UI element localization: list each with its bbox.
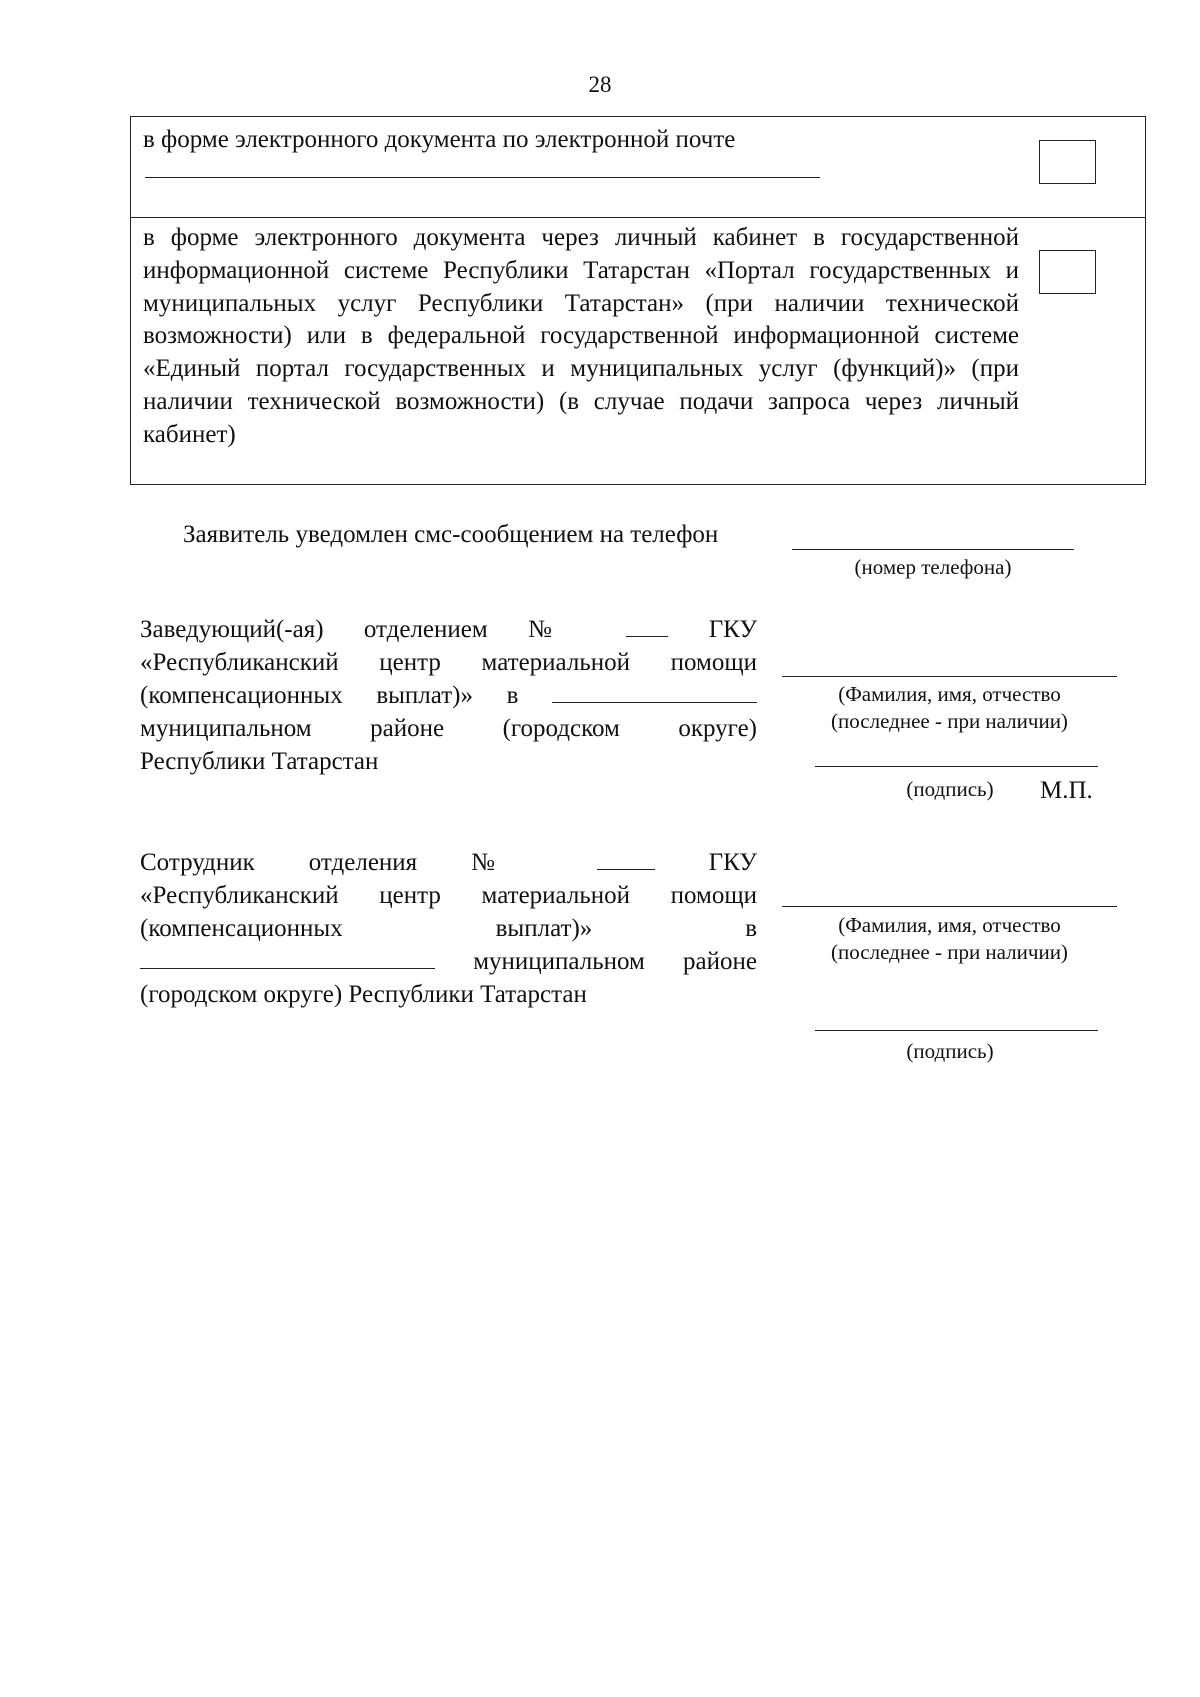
head-line-4: муниципальном районе (городском округе): [140, 715, 757, 742]
option-email-row: [130, 116, 1146, 218]
head-line-3: (компенсационных выплат)» в: [140, 679, 757, 712]
employee-line-3: (компенсационных выплат)» в: [140, 915, 757, 942]
employee-municipality-field[interactable]: [140, 968, 435, 969]
option-portal-checkbox[interactable]: [1039, 250, 1096, 294]
option-portal-label: в форме электронного документа через личный кабинет в государственной информационной системе Республики Татарстан «Портал государственных и муниципальных услуг Республики Татарстан» (при наличии технической возможности) или в федеральной государственной информационной системе «Единый портал государственных и муниципальных услуг (функций)» (при наличии технической возможности) (в случае подачи запроса через личный кабинет): [143, 224, 1019, 448]
employee-line-2: «Республиканский центр материальной помощи: [140, 882, 758, 909]
head-name-fill-line[interactable]: [782, 676, 1117, 677]
employee-line-5: (городском округе) Республики Татарстан: [140, 981, 587, 1008]
head-block-text: [140, 613, 757, 778]
employee-department-number-field[interactable]: [597, 869, 655, 870]
phone-fill-line[interactable]: [792, 549, 1074, 550]
employee-line-4: муниципальном районе: [140, 945, 757, 978]
employee-line-1: Сотрудник отделения № ГКУ: [140, 849, 757, 876]
email-fill-line[interactable]: [145, 177, 820, 178]
stamp-label: М.П.: [1040, 777, 1093, 804]
option-portal-row: [130, 217, 1146, 485]
head-name-caption-2: (последнее - при наличии): [831, 709, 1068, 733]
phone-caption: (номер телефона): [854, 555, 1012, 579]
head-line-2: «Республиканский центр материальной помощи: [140, 649, 758, 676]
employee-block-text: [140, 846, 757, 1011]
sms-notice-label: Заявитель уведомлен смс-сообщением на телефон: [183, 521, 719, 548]
page-number: 28: [588, 72, 612, 97]
employee-name-fill-line[interactable]: [782, 906, 1117, 907]
head-signature-caption: (подпись): [906, 777, 994, 801]
municipality-field[interactable]: [552, 702, 757, 703]
head-name-caption-1: (Фамилия, имя, отчество: [838, 682, 1061, 706]
employee-signature-fill-line[interactable]: [815, 1030, 1098, 1031]
employee-name-caption-1: (Фамилия, имя, отчество: [838, 913, 1061, 937]
head-line-5: Республики Татарстан: [140, 748, 379, 775]
department-number-field[interactable]: [626, 636, 668, 637]
employee-signature-caption: (подпись): [906, 1039, 994, 1063]
option-email-label: в форме электронного документа по электронной почте: [143, 126, 736, 153]
employee-name-caption-2: (последнее - при наличии): [831, 940, 1068, 964]
option-email-checkbox[interactable]: [1039, 140, 1096, 184]
head-line-1: Заведующий(-ая) отделением № ГКУ: [140, 616, 758, 643]
head-signature-fill-line[interactable]: [815, 766, 1098, 767]
